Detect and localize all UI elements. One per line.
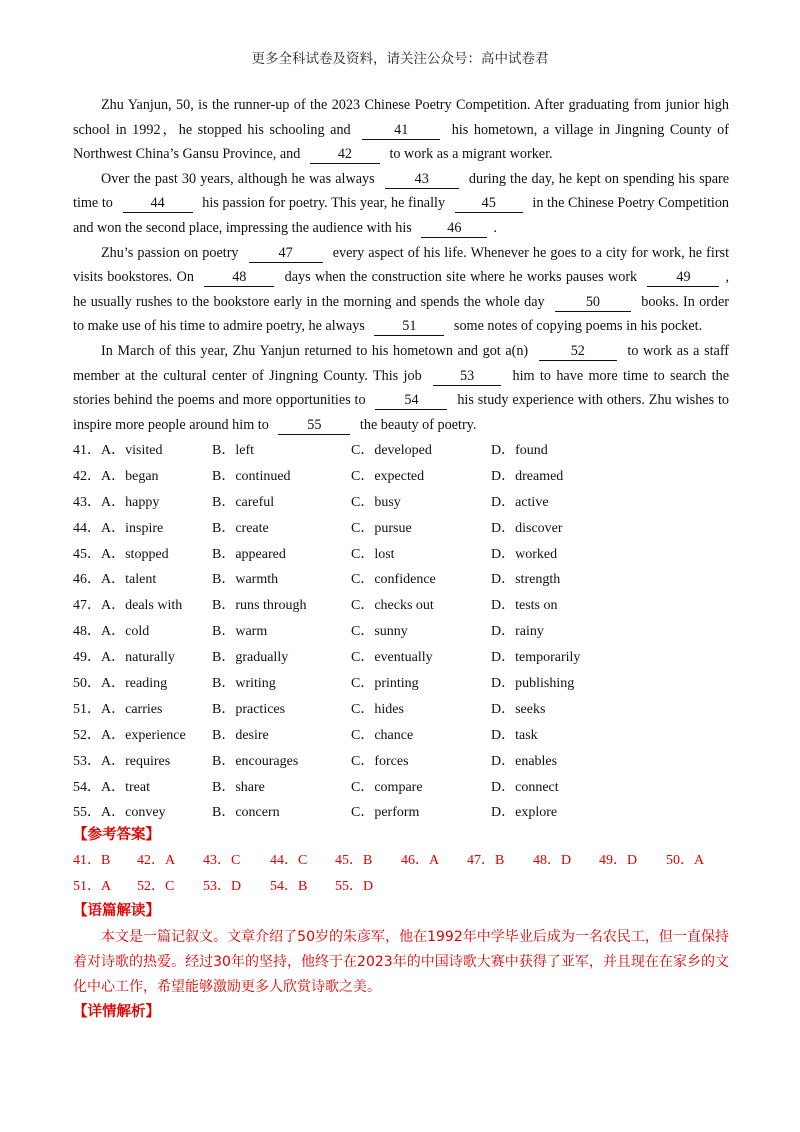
- option-d: D．tests on: [491, 598, 558, 614]
- option-d: D．discover: [491, 520, 563, 536]
- option-a: 44．A．inspire: [73, 520, 164, 536]
- paragraph-text: Zhu Yanjun, 50, is the runner-up of the 2023 Chinese Poetry Competition. After graduating from junior high school in 1992，he stopped his schooling and: [73, 97, 729, 138]
- option-d: D．explore: [491, 805, 558, 821]
- passage-summary: 本文是一篇记叙文。文章介绍了50岁的朱彦军，他在1992年中学毕业后成为一名农民工，但一直保持着对诗歌的热爱。经过30年的坚持，他终于在2023年的中国诗歌大赛中获得了亚军，并且现在在家乡的文化中心工作，希望能够激励更多人欣赏诗歌之美。: [73, 929, 729, 995]
- answer-item: 50．A: [666, 853, 705, 868]
- option-b: B．left: [212, 442, 254, 458]
- option-row: [73, 721, 729, 747]
- paragraph-text: to work as a staff member at the cultural center of Jingning County. This job: [73, 342, 730, 384]
- answer-item: 48．D: [533, 853, 572, 868]
- option-a: 41．A．visited: [73, 442, 163, 458]
- option-row: [73, 514, 729, 540]
- option-d: D．temporarily: [491, 650, 581, 666]
- options-list: [73, 436, 729, 824]
- answer-row: [73, 875, 729, 901]
- option-c: C．busy: [351, 494, 401, 510]
- option-row: [73, 617, 729, 643]
- option-row: [73, 798, 729, 824]
- blank-46: 46: [421, 220, 487, 238]
- option-c: C．developed: [351, 442, 432, 458]
- option-row: [73, 747, 729, 773]
- option-a: 55．A．convey: [73, 805, 166, 821]
- blank-48: 48: [204, 269, 274, 287]
- paragraph-text: In March of this year, Zhu Yanjun returned to his hometown and got a(n): [101, 342, 529, 359]
- option-a: 51．A．carries: [73, 701, 163, 717]
- option-a: 53．A．requires: [73, 753, 171, 769]
- paragraph-text: his study experience with others. Zhu wishes to inspire more people around him to: [73, 392, 730, 433]
- paragraph-text: during the day, he kept on spending his spare time to: [73, 170, 730, 212]
- option-row: [73, 591, 729, 617]
- paragraph-text: his passion for poetry. This year, he finally: [202, 195, 446, 212]
- paragraph-text: every aspect of his life. Whenever he goes to a city for work, he first visits bookstores. On: [73, 244, 730, 286]
- option-d: D．strength: [491, 572, 561, 588]
- option-row: [73, 695, 729, 721]
- answer-item: 51．A: [73, 878, 112, 894]
- option-a: 43．A．happy: [73, 494, 160, 510]
- option-d: D．enables: [491, 753, 558, 769]
- answer-item: 53．D: [203, 878, 242, 894]
- answer-item: 45．B: [335, 853, 373, 868]
- option-a: 49．A．naturally: [73, 650, 175, 666]
- option-d: D．active: [491, 494, 549, 510]
- option-a: 45．A．stopped: [73, 546, 169, 562]
- option-a: 54．A．treat: [73, 779, 150, 795]
- option-c: C．checks out: [351, 598, 434, 614]
- paragraph-text: him to have more time to search the stories behind the poems and more opportunities to: [73, 367, 730, 409]
- paragraph-text: in the Chinese Poetry Competition and won the second place, impressing the audience with his: [73, 195, 730, 236]
- paragraph-text: the beauty of poetry.: [359, 416, 477, 433]
- option-c: C．lost: [351, 546, 395, 562]
- option-c: C．hides: [351, 701, 404, 717]
- answer-item: 49．D: [599, 853, 638, 868]
- answer-key: [73, 849, 729, 900]
- answer-title: 【参考答案】: [73, 827, 160, 843]
- answer-item: 46．A: [401, 853, 440, 868]
- option-c: C．confidence: [351, 572, 436, 588]
- option-a: 42．A．began: [73, 468, 159, 484]
- option-c: C．sunny: [351, 624, 408, 640]
- option-c: C．forces: [351, 753, 409, 769]
- blank-55: 55: [278, 417, 350, 435]
- option-b: B．create: [212, 520, 269, 536]
- paragraph-text: some notes of copying poems in his pocket.: [453, 318, 703, 335]
- paragraph-3: [73, 241, 729, 339]
- option-b: B．warm: [212, 624, 268, 640]
- answer-item: 41．B: [73, 853, 111, 868]
- blank-43: 43: [385, 171, 459, 189]
- option-c: C．expected: [351, 468, 425, 484]
- blank-52: 52: [539, 343, 617, 361]
- paragraph-2: [73, 167, 729, 241]
- option-a: 47．A．deals with: [73, 598, 183, 614]
- option-row: [73, 565, 729, 591]
- option-d: D．publishing: [491, 675, 575, 691]
- paragraph-text: days when the construction site where he works pauses work: [284, 269, 638, 286]
- option-d: D．found: [491, 442, 548, 458]
- blank-45: 45: [455, 195, 523, 213]
- blank-47: 47: [249, 245, 323, 263]
- option-d: D．seeks: [491, 701, 546, 717]
- option-row: [73, 773, 729, 799]
- blank-41: 41: [362, 122, 440, 140]
- option-c: C．printing: [351, 675, 419, 691]
- answer-item: 43．C: [203, 853, 241, 868]
- option-a: 46．A．talent: [73, 572, 157, 588]
- option-c: C．eventually: [351, 650, 433, 666]
- option-a: 52．A．experience: [73, 727, 186, 743]
- blank-50: 50: [555, 294, 631, 312]
- option-b: B．careful: [212, 494, 275, 510]
- option-b: B．concern: [212, 805, 280, 821]
- blank-53: 53: [433, 368, 501, 386]
- option-d: D．rainy: [491, 624, 544, 640]
- detail-title: 【详情解析】: [73, 1004, 160, 1020]
- option-b: B．gradually: [212, 650, 289, 666]
- option-a: 50．A．reading: [73, 675, 168, 691]
- option-b: B．appeared: [212, 546, 286, 562]
- option-c: C．pursue: [351, 520, 412, 536]
- option-row: [73, 488, 729, 514]
- option-b: B．share: [212, 779, 265, 795]
- paragraph-4: [73, 339, 729, 437]
- blank-49: 49: [647, 269, 719, 287]
- option-d: D．task: [491, 727, 538, 743]
- option-c: C．perform: [351, 805, 420, 821]
- paragraph-text: books. In order to make use of his time to admire poetry, he always: [73, 293, 730, 335]
- option-b: B．encourages: [212, 753, 299, 769]
- option-c: C．compare: [351, 779, 423, 795]
- answer-item: 47．B: [467, 853, 505, 868]
- paragraph-text: Zhu’s passion on poetry: [101, 244, 239, 261]
- answer-item: 55．D: [335, 878, 374, 894]
- answer-item: 52．C: [137, 878, 175, 894]
- option-d: D．worked: [491, 546, 558, 562]
- option-row: [73, 540, 729, 566]
- option-b: B．runs through: [212, 598, 307, 614]
- paragraph-1: [73, 93, 729, 167]
- paragraph-text: Over the past 30 years, although he was always: [101, 170, 375, 187]
- option-b: B．writing: [212, 675, 276, 691]
- blank-51: 51: [374, 318, 444, 336]
- option-d: D．dreamed: [491, 468, 564, 484]
- answer-item: 44．C: [270, 853, 308, 868]
- option-b: B．practices: [212, 701, 286, 717]
- cloze-passage: [73, 93, 729, 437]
- paragraph-text: his hometown, a village in Jingning County of Northwest China’s Gansu Province, and: [73, 121, 729, 163]
- option-row: [73, 436, 729, 462]
- option-row: [73, 669, 729, 695]
- option-b: B．desire: [212, 727, 269, 743]
- paragraph-text: to work as a migrant worker.: [389, 146, 553, 163]
- option-row: [73, 462, 729, 488]
- reading-title: 【语篇解读】: [73, 903, 160, 919]
- option-c: C．chance: [351, 727, 414, 743]
- option-a: 48．A．cold: [73, 624, 150, 640]
- blank-44: 44: [123, 195, 193, 213]
- option-b: B．warmth: [212, 572, 279, 588]
- blank-42: 42: [310, 146, 380, 164]
- option-b: B．continued: [212, 468, 291, 484]
- answer-item: 54．B: [270, 878, 308, 894]
- paragraph-text: , he usually rushes to the bookstore early in the morning and spends the whole day: [73, 269, 730, 310]
- answer-row: [73, 849, 729, 875]
- blank-54: 54: [375, 392, 447, 410]
- option-row: [73, 643, 729, 669]
- option-d: D．connect: [491, 779, 559, 795]
- page-header: 更多全科试卷及资料，请关注公众号：高中试卷君: [251, 51, 549, 67]
- answer-item: 42．A: [137, 853, 176, 868]
- paragraph-text: .: [493, 219, 497, 236]
